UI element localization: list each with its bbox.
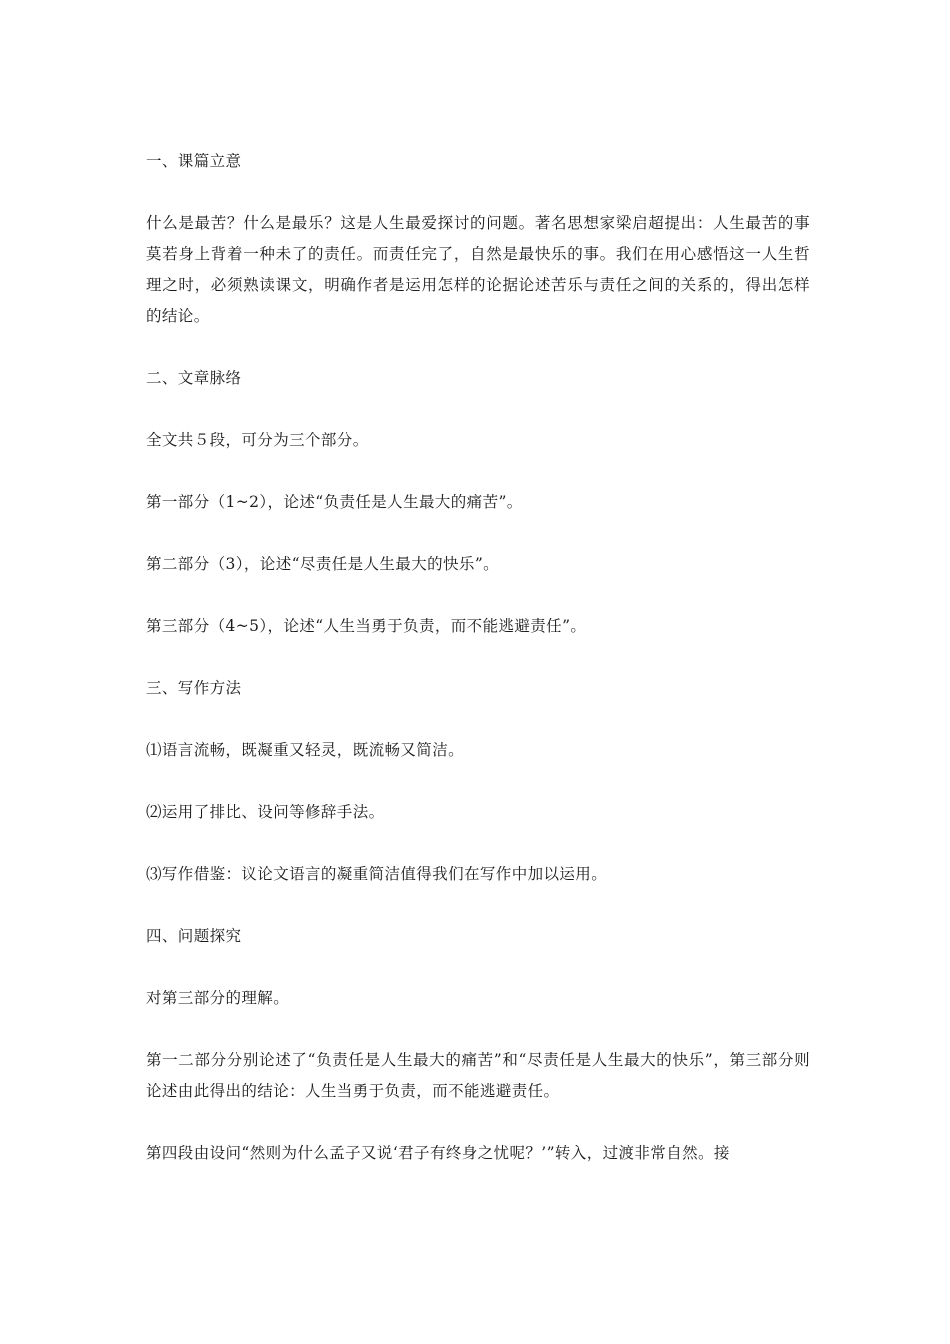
section-heading-1: 一、课篇立意 (146, 152, 242, 170)
document-body (146, 146, 810, 1200)
section-heading-2: 二、文章脉络 (146, 369, 242, 387)
paragraph-structure-summary: 全文共５段，可分为三个部分。 (146, 431, 369, 449)
list-item-method-1: ⑴语言流畅，既凝重又轻灵，既流畅又简洁。 (146, 741, 465, 759)
paragraph-continuation: 第四段由设问“然则为什么孟子又说‘君子有终身之忧呢？’”转入，过渡非常自然。接 (146, 1144, 730, 1162)
paragraph-part-one: 第一部分（1~2），论述“负责任是人生最大的痛苦”。 (146, 493, 523, 511)
paragraph-question: 对第三部分的理解。 (146, 989, 290, 1007)
paragraph-part-two: 第二部分（3），论述“尽责任是人生最大的快乐”。 (146, 555, 500, 573)
list-item-method-3: ⑶写作借鉴：议论文语言的凝重简洁值得我们在写作中加以运用。 (146, 865, 608, 883)
paragraph-intro: 什么是最苦？什么是最乐？这是人生最爱探讨的问题。著名思想家梁启超提出：人生最苦的事莫若身上背着一种未了的责任。而责任完了，自然是最快乐的事。我们在用心感悟这一人生哲理之时，必须熟读课文，明确作者是运用怎样的论据论述苦乐与责任之间的关系的，得出怎样的结论。 (146, 214, 810, 325)
section-heading-4: 四、问题探究 (146, 927, 242, 945)
paragraph-part-three: 第三部分（4~5），论述“人生当勇于负责，而不能逃避责任”。 (146, 617, 587, 635)
paragraph-analysis: 第一二部分分别论述了“负责任是人生最大的痛苦”和“尽责任是人生最大的快乐”，第三部分则论述由此得出的结论：人生当勇于负责，而不能逃避责任。 (146, 1051, 810, 1100)
section-heading-3: 三、写作方法 (146, 679, 242, 697)
list-item-method-2: ⑵运用了排比、设问等修辞手法。 (146, 803, 385, 821)
